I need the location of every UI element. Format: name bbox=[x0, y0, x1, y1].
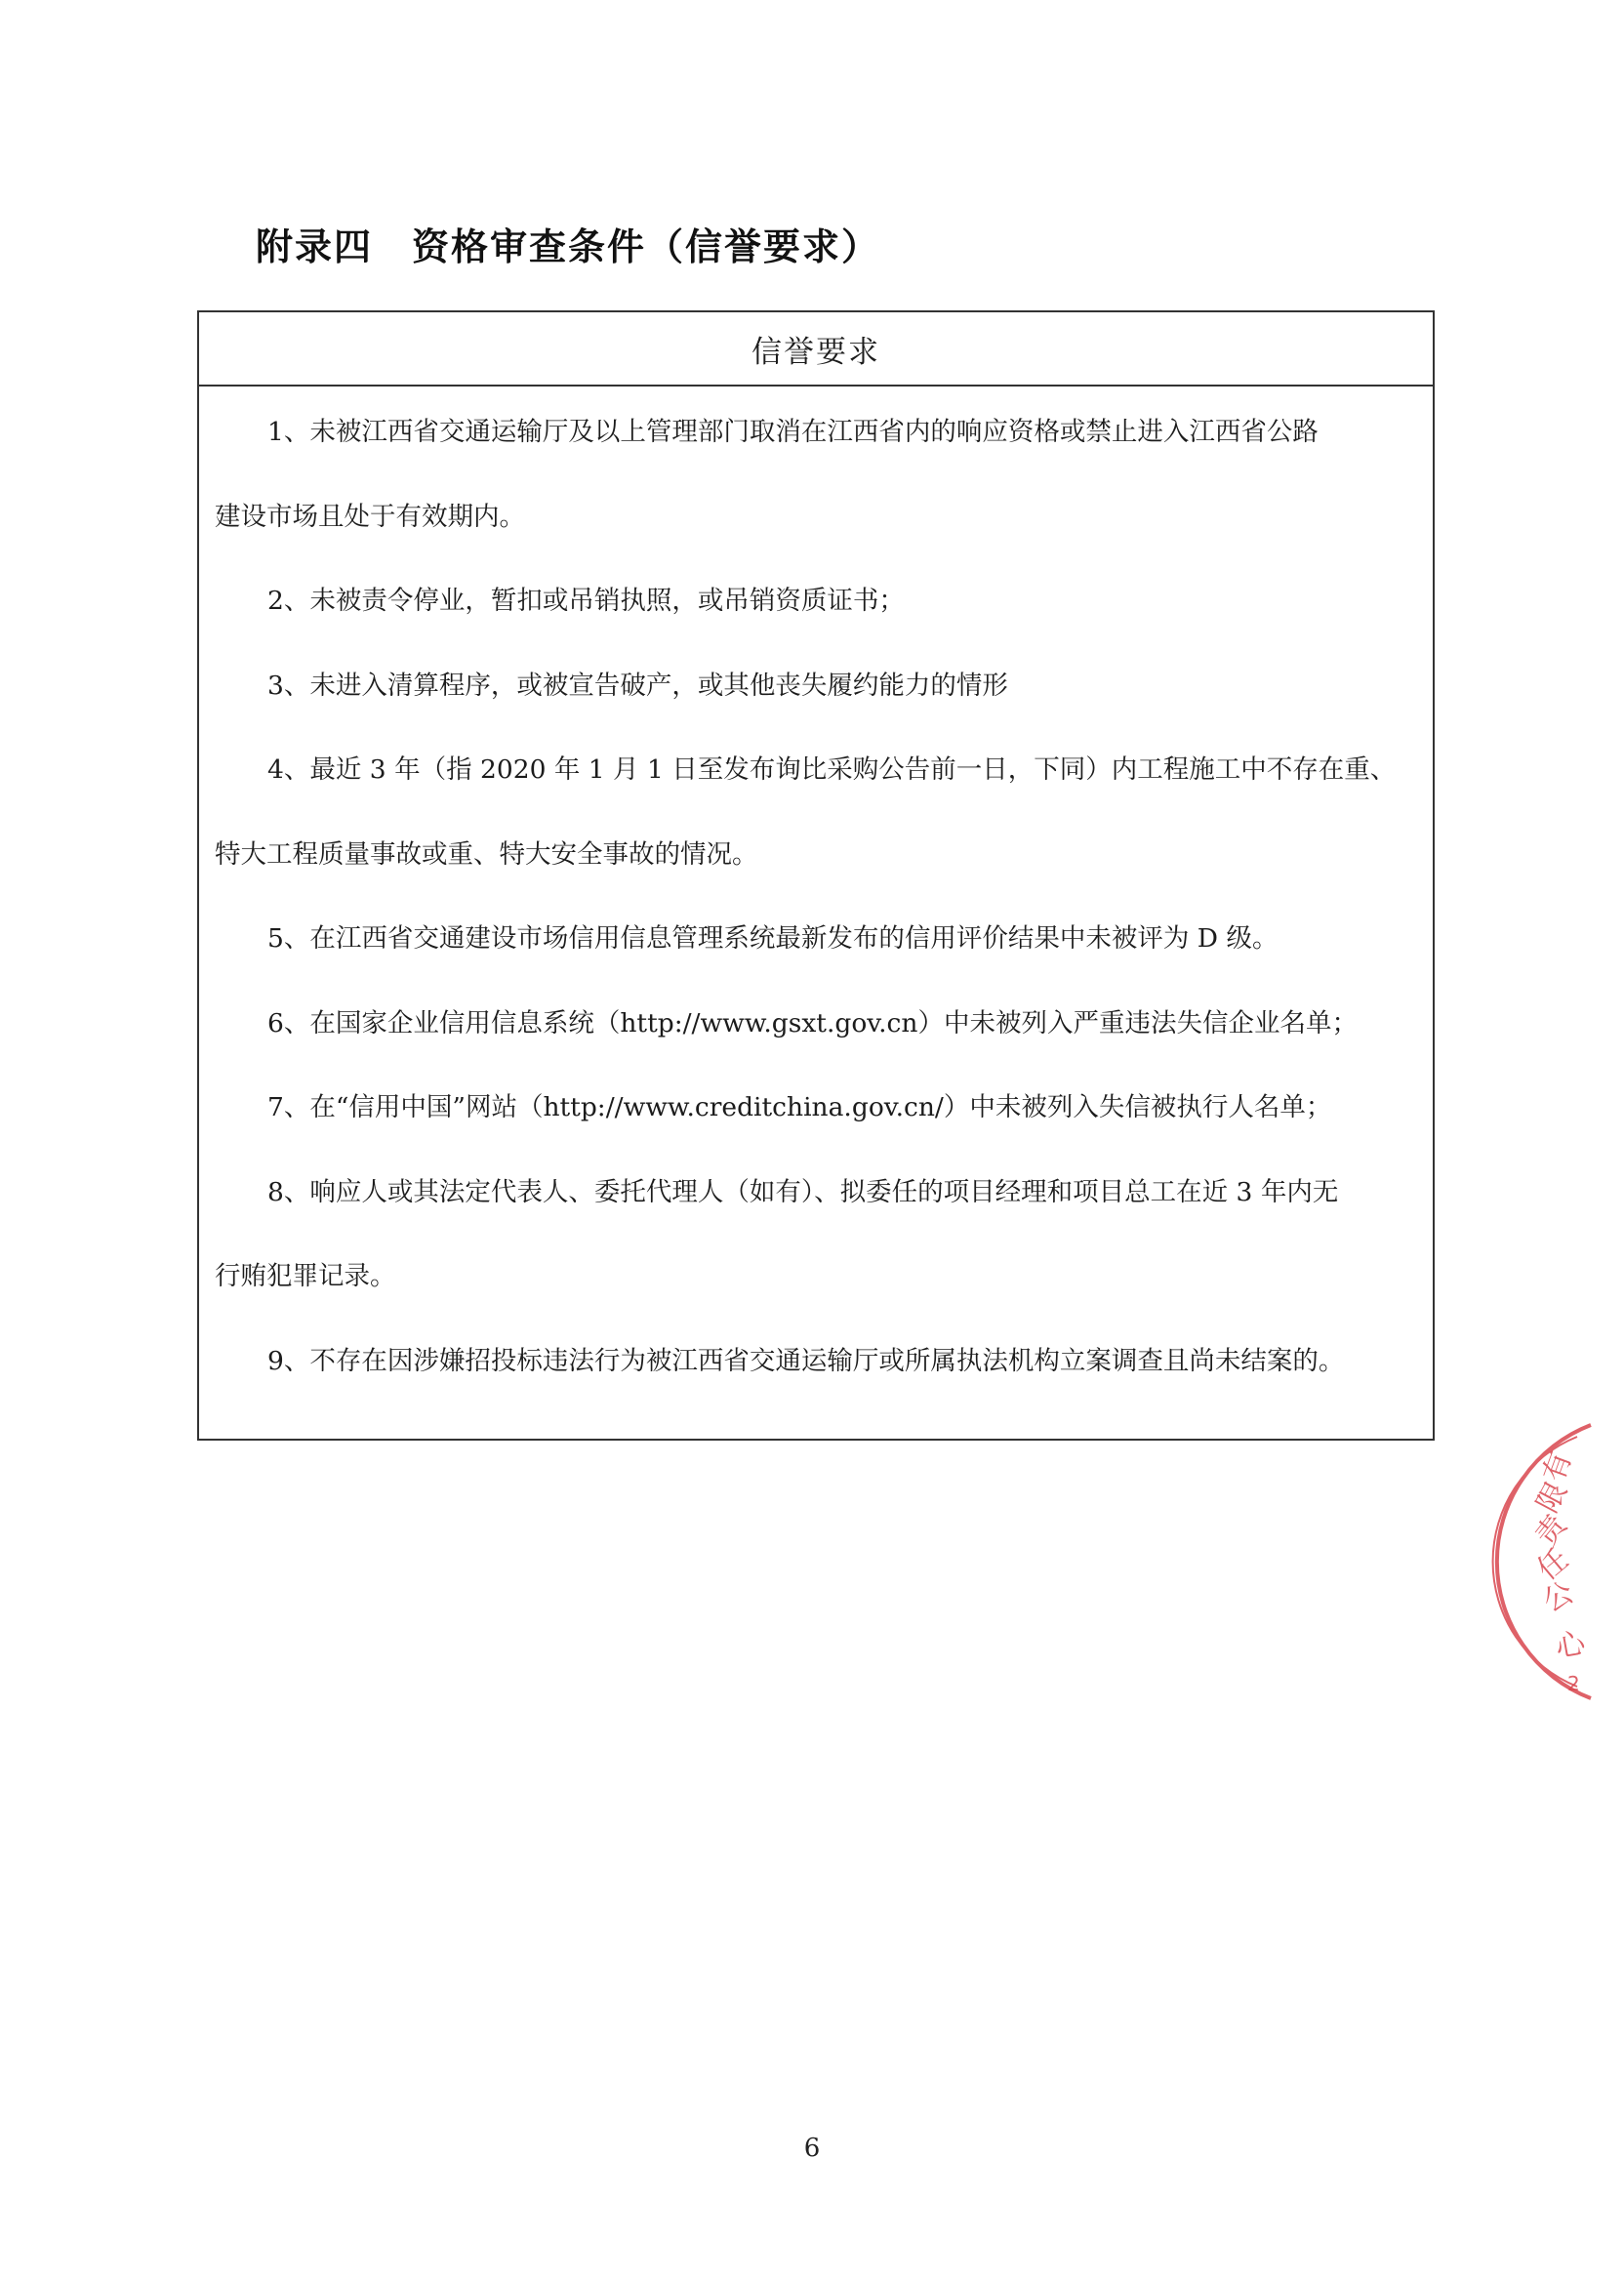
requirement-item-8 bbox=[215, 1151, 1419, 1320]
svg-text:责: 责 bbox=[1528, 1508, 1574, 1553]
requirement-item-4-line2: 特大工程质量事故或重、特大安全事故的情况。 bbox=[215, 838, 758, 870]
requirement-item-3 bbox=[215, 644, 1419, 729]
requirement-item-1 bbox=[215, 390, 1419, 559]
credit-requirements-table bbox=[197, 310, 1435, 1441]
requirement-item-3-line1: 3、未进入清算程序，或被宣告破产，或其他丧失履约能力的情形 bbox=[267, 670, 1008, 701]
svg-text:限: 限 bbox=[1530, 1476, 1575, 1519]
table-header: 信誉要求 bbox=[199, 312, 1433, 387]
requirement-item-5 bbox=[215, 897, 1419, 982]
table-body bbox=[199, 390, 1433, 1404]
requirement-item-8-line1: 8、响应人或其法定代表人、委托代理人（如有）、拟委任的项目经理和项目总工在近 3 年内无 bbox=[267, 1176, 1339, 1207]
requirement-item-6-line1: 6、在国家企业信用信息系统（http://www.gsxt.gov.cn）中未被列入严重违法失信企业名单； bbox=[267, 1007, 1358, 1038]
requirement-item-9 bbox=[215, 1320, 1419, 1405]
svg-text:有: 有 bbox=[1536, 1446, 1579, 1486]
requirement-item-9-line1: 9、不存在因涉嫌招投标违法行为被江西省交通运输厅或所属执法机构立案调查且尚未结案的。 bbox=[267, 1345, 1345, 1376]
svg-text:任: 任 bbox=[1530, 1542, 1576, 1588]
requirement-item-7 bbox=[215, 1066, 1419, 1151]
requirement-item-2-line1: 2、未被责令停业，暂扣或吊销执照，或吊销资质证书； bbox=[267, 586, 905, 616]
svg-text:公: 公 bbox=[1537, 1575, 1580, 1620]
seal-text bbox=[1529, 1447, 1589, 1695]
requirement-item-1-line1: 1、未被江西省交通运输厅及以上管理部门取消在江西省内的响应资格或禁止进入江西省公路 bbox=[267, 417, 1319, 447]
requirement-item-6 bbox=[215, 982, 1419, 1067]
svg-text:2: 2 bbox=[1567, 1672, 1580, 1695]
page-number: 6 bbox=[803, 2134, 821, 2163]
requirement-item-5-line1: 5、在江西省交通建设市场信用信息管理系统最新发布的信用评价结果中未被评为 D 级。 bbox=[267, 923, 1279, 954]
requirement-item-4 bbox=[215, 728, 1419, 897]
requirement-item-2 bbox=[215, 559, 1419, 644]
requirement-item-8-line2: 行贿犯罪记录。 bbox=[215, 1261, 396, 1291]
requirement-item-1-line2: 建设市场且处于有效期内。 bbox=[215, 501, 525, 532]
requirement-item-7-line1: 7、在“信用中国”网站（http://www.creditchina.gov.cn/）中未被列入失信被执行人名单； bbox=[267, 1092, 1332, 1122]
svg-text:心: 心 bbox=[1553, 1626, 1588, 1665]
page-title: 附录四 资格审查条件（信誉要求） bbox=[256, 225, 881, 268]
requirement-item-4-line1: 4、最近 3 年（指 2020 年 1 月 1 日至发布询比采购公告前一日，下同）内工程施工中不存在重、 bbox=[267, 754, 1397, 785]
company-seal-stamp bbox=[1528, 1405, 1624, 1718]
